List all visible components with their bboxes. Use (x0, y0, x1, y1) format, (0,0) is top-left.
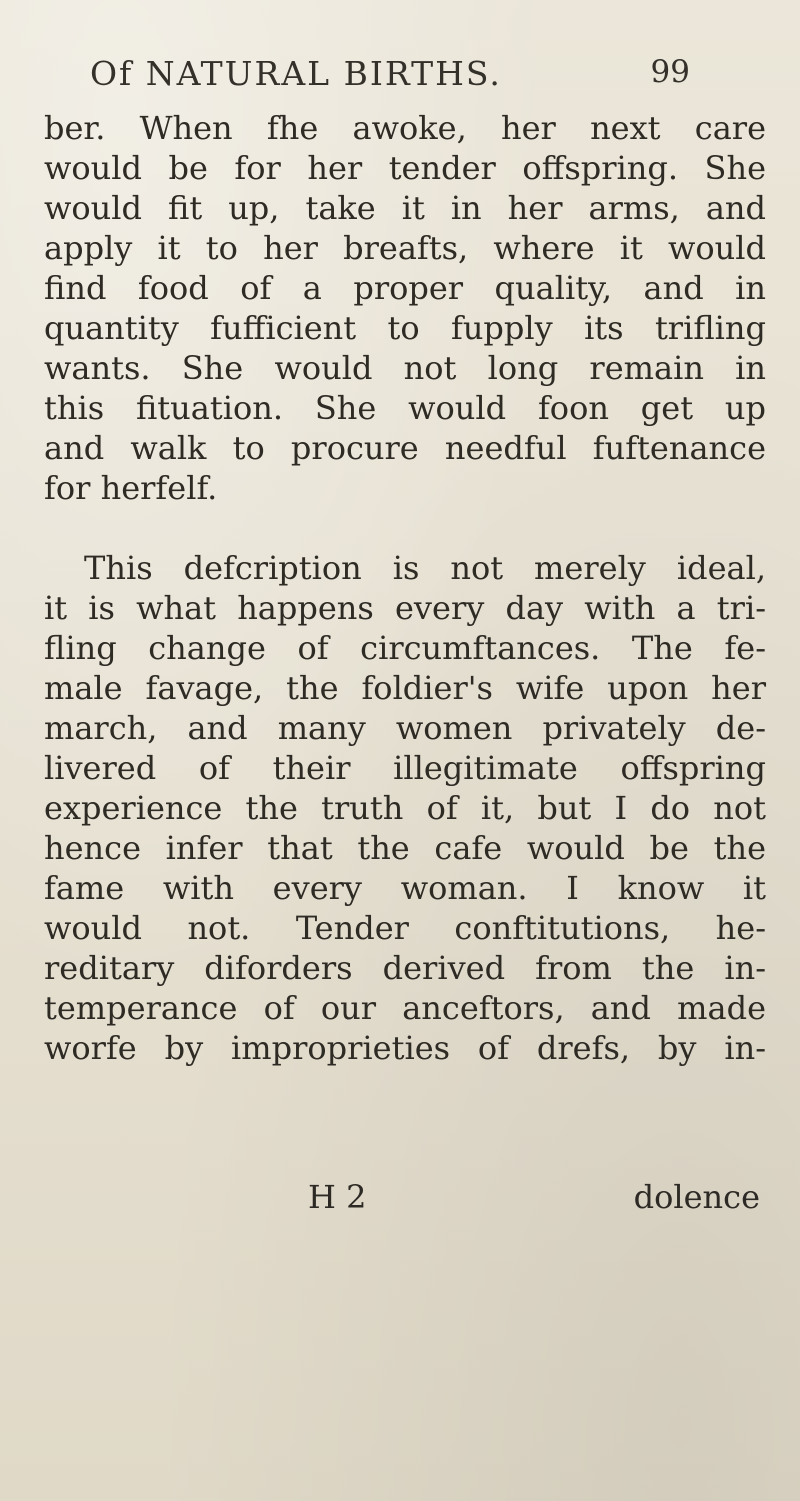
text-line: it is what happens every day with a tri- (44, 589, 766, 627)
paragraph-2 (44, 548, 766, 1068)
text-line: fame with every woman. I know it (44, 869, 766, 907)
text-line: quantity fufficient to fupply its trifling (44, 309, 766, 347)
text-line: for herfelf. (44, 469, 218, 507)
text-line: fling change of circumftances. The fe- (44, 629, 766, 667)
running-title: Of NATURAL BIRTHS. (90, 54, 502, 93)
text-line: would fit up, take it in her arms, and (44, 189, 766, 227)
text-line: wants. She would not long remain in (44, 349, 766, 387)
text-line: hence infer that the cafe would be the (44, 829, 766, 867)
text-line: march, and many women privately de- (44, 709, 766, 747)
paragraph-gap (44, 508, 766, 548)
text-line: This defcription is not merely ideal, (84, 549, 766, 587)
text-line: would be for her tender offspring. She (44, 149, 766, 187)
text-line: male favage, the foldier's wife upon her (44, 669, 766, 707)
signature-mark: H 2 (308, 1178, 367, 1216)
text-line: livered of their illegitimate offspring (44, 749, 766, 787)
body-text (44, 108, 766, 1068)
text-line: and walk to procure needful fuftenance (44, 429, 766, 467)
text-line: find food of a proper quality, and in (44, 269, 766, 307)
catchword: dolence (633, 1178, 760, 1216)
text-line: would not. Tender conftitutions, he- (44, 909, 766, 947)
text-line: experience the truth of it, but I do not (44, 789, 766, 827)
text-line: reditary diforders derived from the in- (44, 949, 766, 987)
page-number: 99 (650, 54, 690, 90)
text-line: ber. When fhe awoke, her next care (44, 109, 766, 147)
paragraph-1 (44, 108, 766, 508)
page-header (90, 54, 690, 104)
text-line: worfe by improprieties of drefs, by in- (44, 1029, 766, 1067)
page-footer (60, 1178, 760, 1218)
text-line: temperance of our anceftors, and made (44, 989, 766, 1027)
text-line: apply it to her breafts, where it would (44, 229, 766, 267)
text-line: this fituation. She would foon get up (44, 389, 766, 427)
